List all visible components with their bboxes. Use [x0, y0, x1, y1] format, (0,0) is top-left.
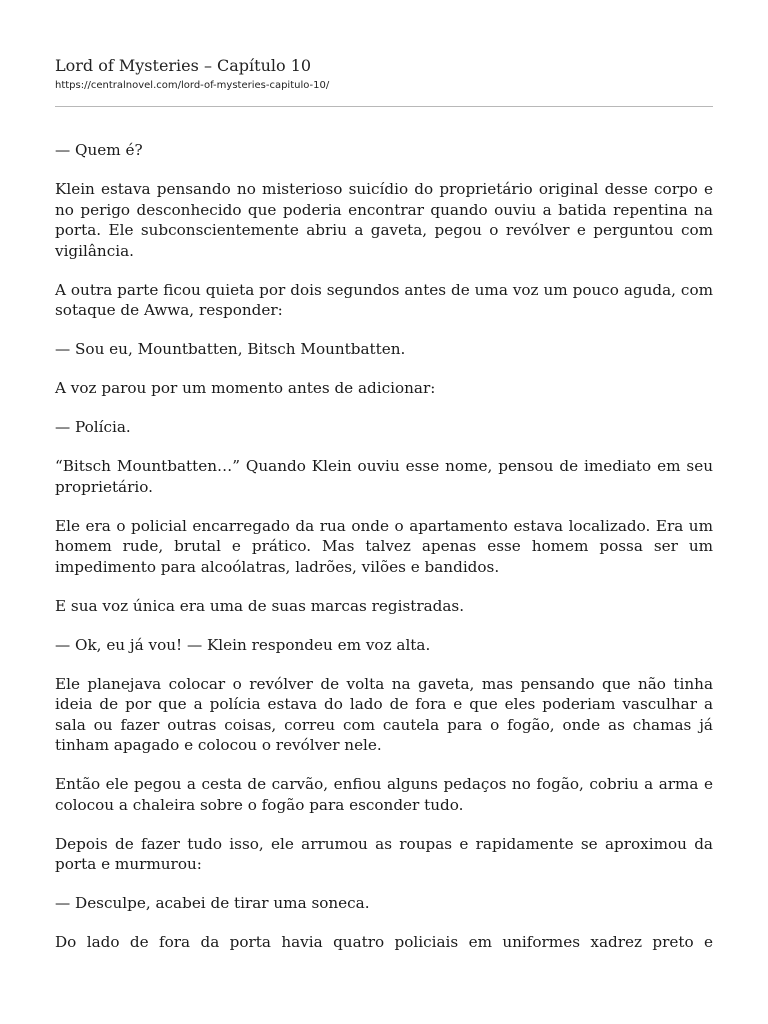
document-url[interactable]: https://centralnovel.com/lord-of-mysteries-capitulo-10/	[55, 80, 330, 91]
paragraph: — Sou eu, Mountbatten, Bitsch Mountbatten.	[55, 340, 406, 358]
paragraph: Então ele pegou a cesta de carvão, enfiou alguns pedaços no fogão, cobriu a arma e colocou a chaleira sobre o fogão para esconder tudo.	[55, 775, 713, 814]
paragraph: — Quem é?	[55, 141, 143, 159]
document-title: Lord of Mysteries – Capítulo 10	[55, 56, 312, 75]
paragraph: A outra parte ficou quieta por dois segundos antes de uma voz um pouco aguda, com sotaque de Awwa, responder:	[55, 280, 713, 319]
paragraph: A voz parou por um momento antes de adicionar:	[55, 379, 436, 397]
paragraph: E sua voz única era uma de suas marcas registradas.	[55, 596, 465, 615]
chapter-body	[55, 140, 713, 971]
paragraph: — Polícia.	[55, 418, 131, 436]
paragraph: Ele planejava colocar o revólver de volta na gaveta, mas pensando que não tinha ideia de por que a polícia estava do lado de fora e que eles poderiam vasculhar a sala ou fazer outras coisas, correu com cautela para o fogão, onde as chamas já tinham apagado e colocou o revólver nele.	[55, 674, 713, 754]
paragraph: — Ok, eu já vou! — Klein respondeu em voz alta.	[55, 635, 431, 654]
paragraph: Ele era o policial encarregado da rua onde o apartamento estava localizado. Era um homem rude, brutal e prático. Mas talvez apenas esse homem possa ser um impedimento para alcoólatras, ladrões, vilões e bandidos.	[55, 516, 713, 576]
header-divider	[55, 106, 713, 107]
paragraph: — Desculpe, acabei de tirar uma soneca.	[55, 894, 370, 912]
paragraph: “Bitsch Mountbatten…” Quando Klein ouviu esse nome, pensou de imediato em seu proprietário.	[55, 457, 713, 496]
paragraph: Depois de fazer tudo isso, ele arrumou as roupas e rapidamente se aproximou da porta e murmurou:	[55, 834, 713, 873]
paragraph: Klein estava pensando no misterioso suicídio do proprietário original desse corpo e no perigo desconhecido que poderia encontrar quando ouviu a batida repentina na porta. Ele subconscientemente abriu a gaveta, pegou o revólver e perguntou com vigilância.	[55, 180, 713, 260]
paragraph: Do lado de fora da porta havia quatro policiais em uniformes xadrez preto e	[55, 933, 713, 951]
